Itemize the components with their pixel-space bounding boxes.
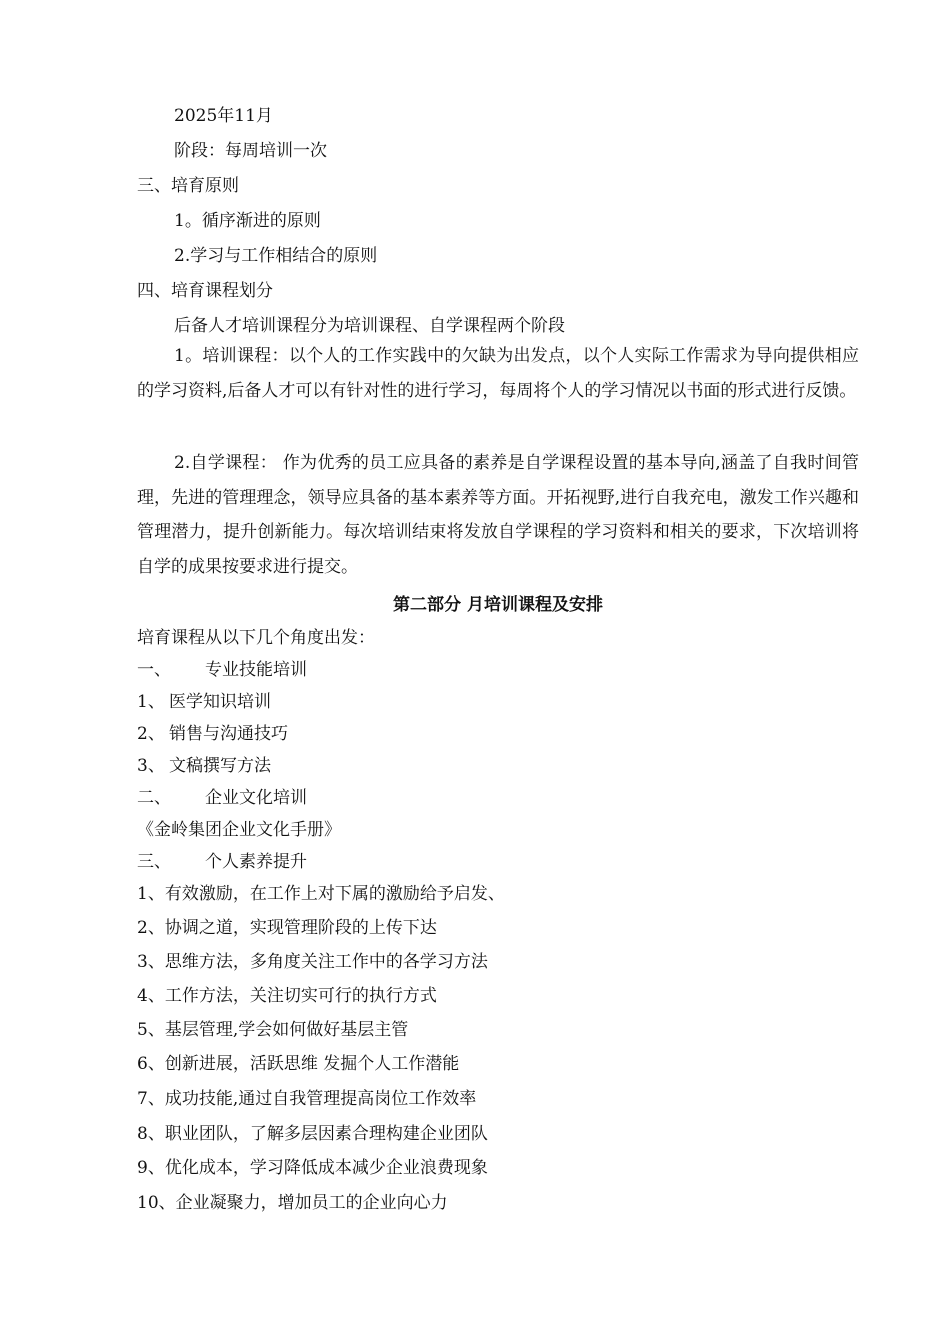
culture-book: 《金岭集团企业文化手册》 bbox=[137, 820, 341, 840]
group-3-number: 三、 bbox=[137, 852, 171, 872]
part-2-title: 第二部分 月培训课程及安排 bbox=[393, 595, 603, 615]
group-3-heading bbox=[137, 850, 307, 874]
list-item: 8、职业团队，了解多层因素合理构建企业团队 bbox=[137, 1124, 488, 1144]
list-item: 1、有效激励，在工作上对下属的激励给予启发、 bbox=[137, 884, 505, 904]
list-item: 10、企业凝聚力，增加员工的企业向心力 bbox=[137, 1193, 448, 1213]
course-intro: 后备人才培训课程分为培训课程、自学课程两个阶段 bbox=[174, 316, 565, 336]
group-2-heading bbox=[137, 786, 307, 810]
group-1-number: 一、 bbox=[137, 660, 171, 680]
angles-intro: 培育课程从以下几个角度出发： bbox=[137, 628, 375, 648]
group-1-title: 专业技能培训 bbox=[205, 660, 307, 680]
section-4-title: 四、培育课程划分 bbox=[137, 281, 273, 301]
group-1-heading bbox=[137, 658, 307, 682]
list-item: 6、创新进展，活跃思维 发掘个人工作潜能 bbox=[137, 1054, 460, 1074]
list-item: 2、协调之道，实现管理阶段的上传下达 bbox=[137, 918, 437, 938]
course-1-text: 1。培训课程：以个人的工作实践中的欠缺为出发点，以个人实际工作需求为导向提供相应的学习资料,后备人才可以有针对性的进行学习，每周将个人的学习情况以书面的形式进行反馈。 bbox=[137, 346, 859, 401]
course-2-text: 2.自学课程： 作为优秀的员工应具备的素养是自学课程设置的基本导向,涵盖了自我时间管理，先进的管理理念，领导应具备的基本素养等方面。开拓视野,进行自我充电，激发工作兴趣和管理潜力，提升创新能力。每次培训结束将发放自学课程的学习资料和相关的要求，下次培训将自学的成果按要求进行提交。 bbox=[137, 453, 859, 577]
section-3-title: 三、培育原则 bbox=[137, 176, 239, 196]
course-1-paragraph bbox=[137, 339, 859, 408]
list-item: 4、工作方法，关注切实可行的执行方式 bbox=[137, 986, 437, 1006]
group-2-title: 企业文化培训 bbox=[205, 788, 307, 808]
list-item: 1、 医学知识培训 bbox=[137, 692, 271, 712]
list-item: 9、优化成本，学习降低成本减少企业浪费现象 bbox=[137, 1158, 488, 1178]
group-2-number: 二、 bbox=[137, 788, 171, 808]
group-3-title: 个人素养提升 bbox=[205, 852, 307, 872]
list-item: 5、基层管理,学会如何做好基层主管 bbox=[137, 1020, 409, 1040]
date-line: 2025年11月 bbox=[174, 106, 273, 126]
list-item: 3、思维方法，多角度关注工作中的各学习方法 bbox=[137, 952, 488, 972]
list-item: 2、 销售与沟通技巧 bbox=[137, 724, 288, 744]
list-item: 3、 文稿撰写方法 bbox=[137, 756, 271, 776]
list-item: 7、成功技能,通过自我管理提高岗位工作效率 bbox=[137, 1089, 477, 1109]
principle-2: 2.学习与工作相结合的原则 bbox=[174, 246, 378, 266]
stage-line: 阶段：每周培训一次 bbox=[174, 141, 327, 161]
principle-1: 1。循序渐进的原则 bbox=[174, 211, 321, 231]
course-2-paragraph bbox=[137, 446, 859, 584]
